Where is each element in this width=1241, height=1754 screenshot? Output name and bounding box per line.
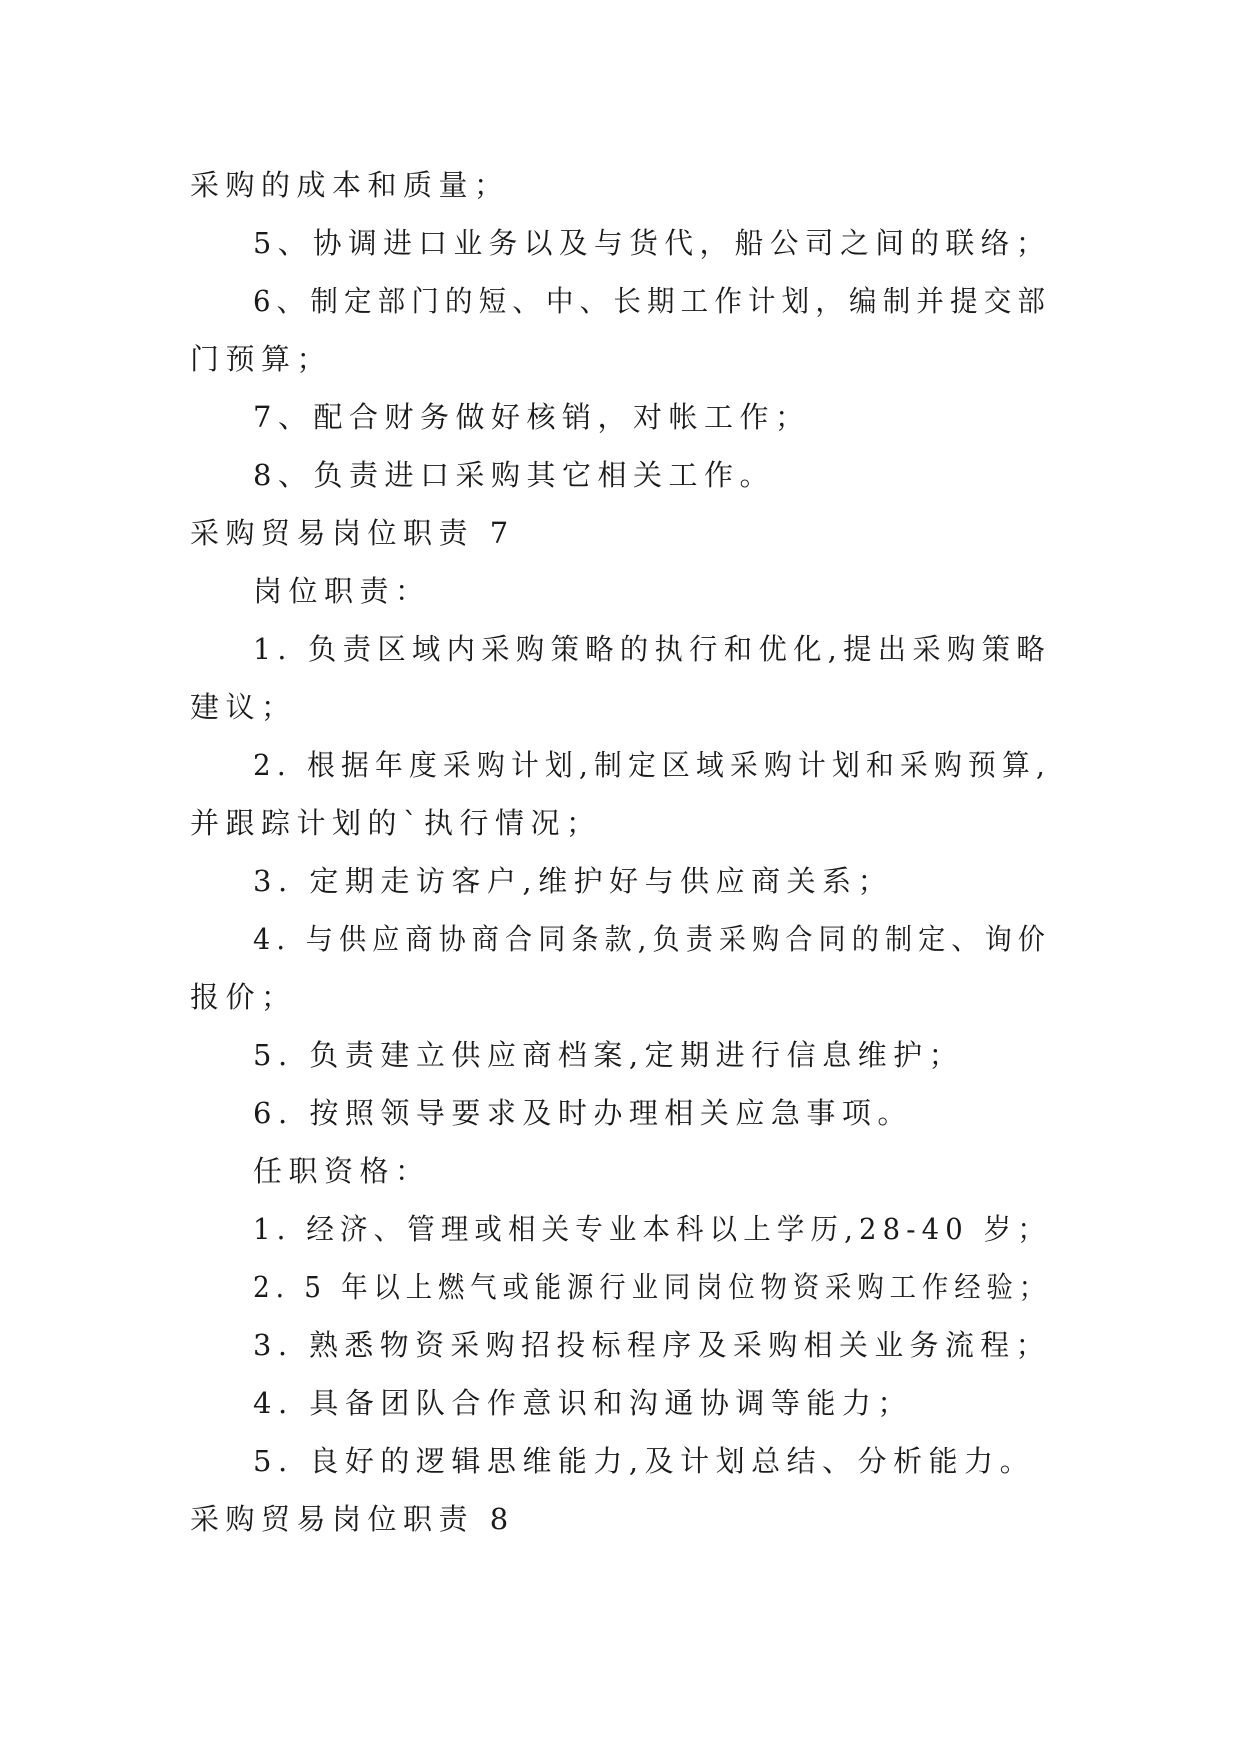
text-line: 2. 5 年以上燃气或能源行业同岗位物资采购工作经验； <box>253 1270 1051 1304</box>
text-line: 5. 负责建立供应商档案,定期进行信息维护； <box>253 1038 965 1072</box>
text-line: 6、制定部门的短、中、长期工作计划，编制并提交部 <box>253 284 1052 318</box>
text-line: 5. 良好的逻辑思维能力,及计划总结、分析能力。 <box>253 1444 1036 1478</box>
text-line: 4. 具备团队合作意识和沟通协调等能力； <box>253 1386 913 1420</box>
text-line: 3. 定期走访客户,维护好与供应商关系； <box>253 864 894 898</box>
text-line: 8、负责进口采购其它相关工作。 <box>253 458 775 492</box>
section-heading: 采购贸易岗位职责 8 <box>190 1502 515 1536</box>
text-line: 并跟踪计划的`执行情况； <box>190 806 602 840</box>
text-line: 4. 与供应商协商合同条款,负责采购合同的制定、询价 <box>253 922 1051 956</box>
text-line: 1. 经济、管理或相关专业本科以上学历,28-40 岁； <box>253 1212 1052 1246</box>
text-line: 3. 熟悉物资采购招投标程序及采购相关业务流程； <box>253 1328 1051 1362</box>
section-heading: 采购贸易岗位职责 7 <box>190 516 515 550</box>
text-line: 5、协调进口业务以及与货代，船公司之间的联络； <box>253 226 1051 260</box>
text-line: 门预算； <box>190 342 333 376</box>
text-line: 建议； <box>190 690 297 724</box>
text-line: 7、配合财务做好核销，对帐工作； <box>253 400 811 434</box>
subsection-heading: 岗位职责： <box>253 574 431 608</box>
text-line: 6. 按照领导要求及时办理相关应急事项。 <box>253 1096 913 1130</box>
text-line: 采购的成本和质量； <box>190 168 510 202</box>
text-line: 报价； <box>190 980 297 1014</box>
text-line: 1. 负责区域内采购策略的执行和优化,提出采购策略 <box>253 632 1051 666</box>
text-line: 2. 根据年度采购计划,制定区域采购计划和采购预算, <box>253 748 1051 782</box>
subsection-heading: 任职资格： <box>253 1154 431 1188</box>
